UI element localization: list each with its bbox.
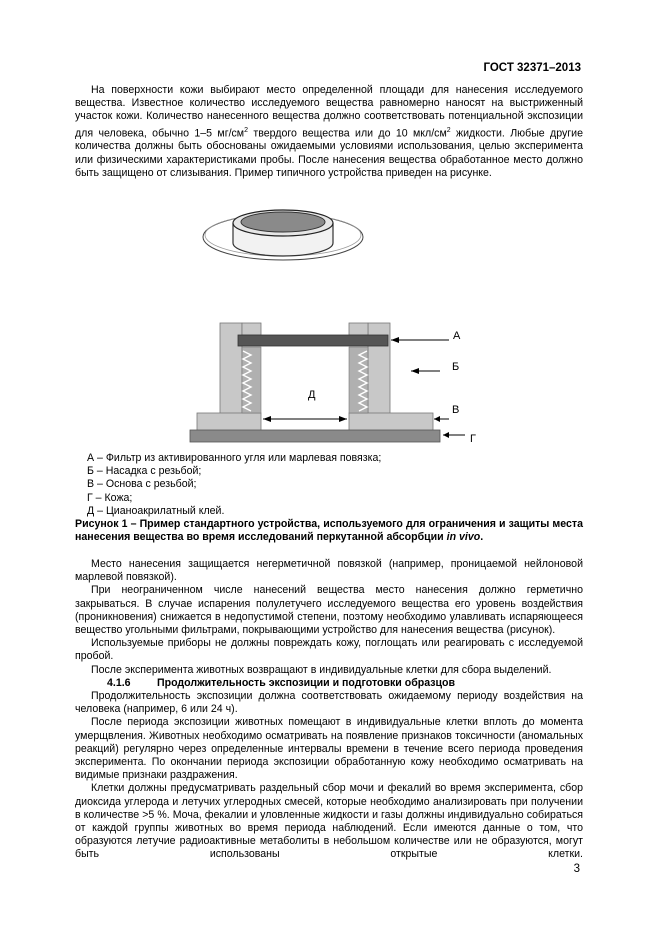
intro-text: На поверхности кожи выбирают место определенной площади для нанесения исследуемого вещества. Известное количество исследуемого вещества равномерно наносят на выстриженный участок кожи. Количество нанесенного вещества должно соответствовать потенциальной экспозиции для человека, обычно 1–5 $мг/см^2$ твердого вещества или до 10 мкл/$см^2$ жидкости. Любые другие количества должны быть обоснованы ожидаемыми условиями использования, целью эксперимента или физическими характеристиками пробы. После нанесения вещества обработанное место должно быть защищено от слизывания. Пример типичного устройства приведен на рисунке. xyxy=(75,84,583,179)
paragraph: После периода экспозиции животных помещают в индивидуальные клетки вплоть до момента умерщвления. Животных необходимо осматривать на появление признаков токсичности (аномальных реакций) регулярно через определенные интервалы времени в течение всего периода проведения эксперимента. По окончании периода экспозиции обработанную кожу необходимо осматривать на видимые признаки раздражения. xyxy=(75,716,583,782)
figure-legend xyxy=(87,452,381,518)
legend-item: Г – Кожа; xyxy=(87,491,133,504)
section-number: 4.1.6 xyxy=(107,676,131,689)
figure-caption: Рисунок 1 – Пример стандартного устройства, используемого для ограничения и защиты места нанесения вещества во время исследований перкутанной абсорбции in vivo. xyxy=(75,518,583,544)
body-text-middle xyxy=(75,558,583,862)
label-d: Д xyxy=(308,389,316,401)
label-g: Г xyxy=(470,433,476,445)
paragraph: Продолжительность экспозиции должна соответствовать ожидаемому периоду воздействия на человека (например, 6 или 24 ч). xyxy=(75,690,583,716)
section-heading xyxy=(75,677,583,690)
device-3d-view xyxy=(203,210,363,260)
document-code: ГОСТ 32371–2013 xyxy=(483,62,581,74)
page-number: 3 xyxy=(573,863,580,875)
device-diagram xyxy=(185,195,485,450)
paragraph: При неограниченном числе нанесений вещества место нанесения должно герметично закрываться. В случае испарения полулетучего исследуемого вещества его уровень воздействия (проникновения) снижается в недопустимой степени, поэтому необходимо улавливать испаряющееся вещество угольными фильтрами, покрывающими устройство для нанесения вещества (рисунок). xyxy=(75,584,583,637)
paragraph: Используемые приборы не должны повреждать кожу, поглощать или реагировать с исследуемой пробой. xyxy=(75,637,583,663)
label-b: Б xyxy=(452,361,460,373)
paragraph: Клетки должны предусматривать раздельный сбор мочи и фекалий во время эксперимента, сбор диоксида углерода и летучих углеродных смесей, которые необходимо анализировать при получении в количестве >5 %. Моча, фекалии и уловленные жидкости и газы должны индивидуально собираться от каждой группы животных во время периода наблюдений. Если имеются данные о том, что образуются летучие радиоактивные метаболиты в небольшом количестве или не образуются, могут быть использованы открытые клетки. xyxy=(75,782,583,861)
device-cross-section xyxy=(190,323,465,442)
paragraph: После эксперимента животных возвращают в индивидуальные клетки для сбора выделений. xyxy=(91,663,552,676)
section-title: Продолжительность экспозиции и подготовки образцов xyxy=(157,676,456,689)
label-a: А xyxy=(453,330,461,342)
device-figure xyxy=(185,195,485,450)
intro-paragraph xyxy=(75,84,583,180)
label-v: В xyxy=(452,404,460,416)
legend-item: Б – Насадка с резьбой; xyxy=(87,465,202,478)
legend-item: Д – Цианоакрилатный клей. xyxy=(87,504,225,517)
paragraph: Место нанесения защищается негерметичной повязкой (например, проницаемой нейлоновой марлевой повязкой). xyxy=(75,558,583,584)
legend-item: А – Фильтр из активированного угля или марлевая повязка; xyxy=(87,452,382,464)
legend-item: В – Основа с резьбой; xyxy=(87,478,197,491)
